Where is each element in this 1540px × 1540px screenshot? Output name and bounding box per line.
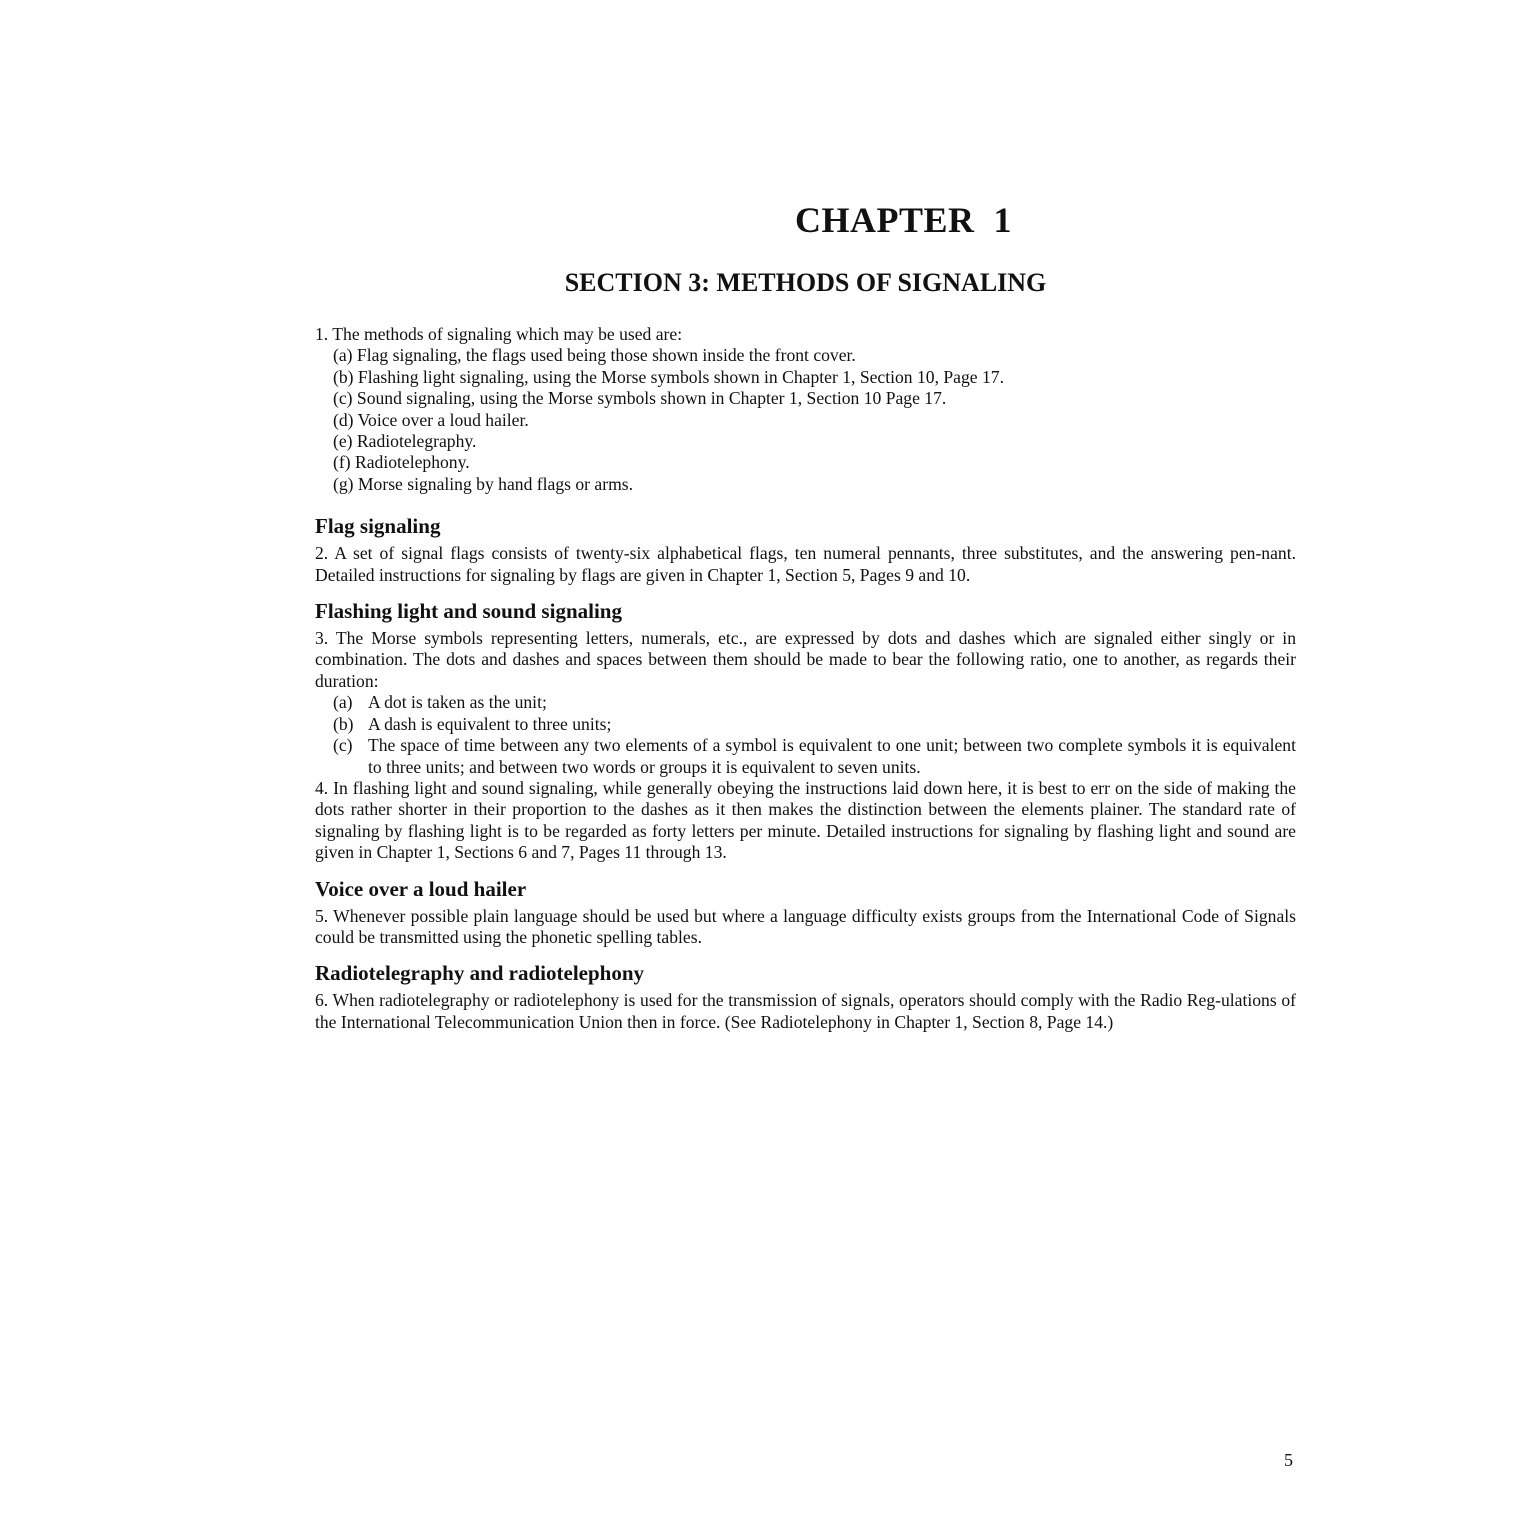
ratio-item-label: (c) <box>333 735 353 756</box>
ratio-item-text: A dot is taken as the unit; <box>368 692 547 713</box>
ratio-item-label: (b) <box>333 713 354 734</box>
ratio-item-a <box>315 692 1296 713</box>
method-item-e: (e) Radiotelegraphy. <box>333 431 477 452</box>
paragraph-6: 6. When radiotelegraphy or radiotelephony is used for the transmission of signals, operators should comply with the Radio Reg-ulations of the International Telecommunication Union then in force. (See Radiotelephony in Chapter 1, Section 8, Page 14.) <box>315 990 1296 1032</box>
ratio-item-label: (a) <box>333 692 353 713</box>
chapter-title: CHAPTER 1 <box>794 200 1012 240</box>
method-item-f: (f) Radiotelephony. <box>333 452 470 473</box>
paragraph-4: 4. In flashing light and sound signaling, while generally obeying the instructions laid down here, it is best to err on the side of making the dots rather shorter in their proportion to the dashes as it then makes the distinction between the elements plainer. The standard rate of signaling by flashing light is to be regarded as forty letters per minute. Detailed instructions for signaling by flashing light and sound are given in Chapter 1, Sections 6 and 7, Pages 11 through 13. <box>315 777 1296 863</box>
heading-flashing-light: Flashing light and sound signaling <box>315 599 622 624</box>
ratio-item-text: The space of time between any two elements of a symbol is equivalent to one unit; between two complete symbols it is equivalent to three units; and between two words or groups it is equivalent to seven units. <box>368 735 1296 777</box>
paragraph-1-intro: 1. The methods of signaling which may be used are: <box>315 324 683 344</box>
document-body <box>315 324 1296 1033</box>
page-number: 5 <box>1284 1450 1293 1470</box>
paragraph-3: 3. The Morse symbols representing letters, numerals, etc., are expressed by dots and dashes which are signaled either singly or in combination. The dots and dashes and spaces between them should be made to bear the following ratio, one to another, as regards their duration: <box>315 628 1296 691</box>
section-title-text: SECTION 3: METHODS OF SIGNALING <box>564 268 1047 297</box>
method-item-g: (g) Morse signaling by hand flags or arms. <box>333 473 634 494</box>
heading-radiotelegraphy: Radiotelegraphy and radiotelephony <box>315 961 645 986</box>
method-item-a: (a) Flag signaling, the flags used being those shown inside the front cover. <box>333 345 856 366</box>
paragraph-2: 2. A set of signal flags consists of twenty-six alphabetical flags, ten numeral pennants, three substitutes, and the answering pen-nant. Detailed instructions for signaling by flags are given in Chapter 1, Section 5, Pages 9 and 10. <box>315 543 1296 585</box>
heading-voice-loud-hailer: Voice over a loud hailer <box>315 876 527 901</box>
ratio-item-text: A dash is equivalent to three units; <box>368 713 612 734</box>
ratio-item-c <box>315 735 1296 778</box>
paragraph-5: 5. Whenever possible plain language should be used but where a language difficulty exists groups from the International Code of Signals could be transmitted using the phonetic spelling tables. <box>315 905 1296 947</box>
section-title <box>315 267 1296 299</box>
method-item-b: (b) Flashing light signaling, using the Morse symbols shown in Chapter 1, Section 10, Page 17. <box>333 366 1004 387</box>
heading-flag-signaling: Flag signaling <box>315 514 441 539</box>
ratio-item-b <box>315 714 1296 735</box>
method-item-c: (c) Sound signaling, using the Morse symbols shown in Chapter 1, Section 10 Page 17. <box>333 388 947 409</box>
method-item-d: (d) Voice over a loud hailer. <box>333 409 529 430</box>
